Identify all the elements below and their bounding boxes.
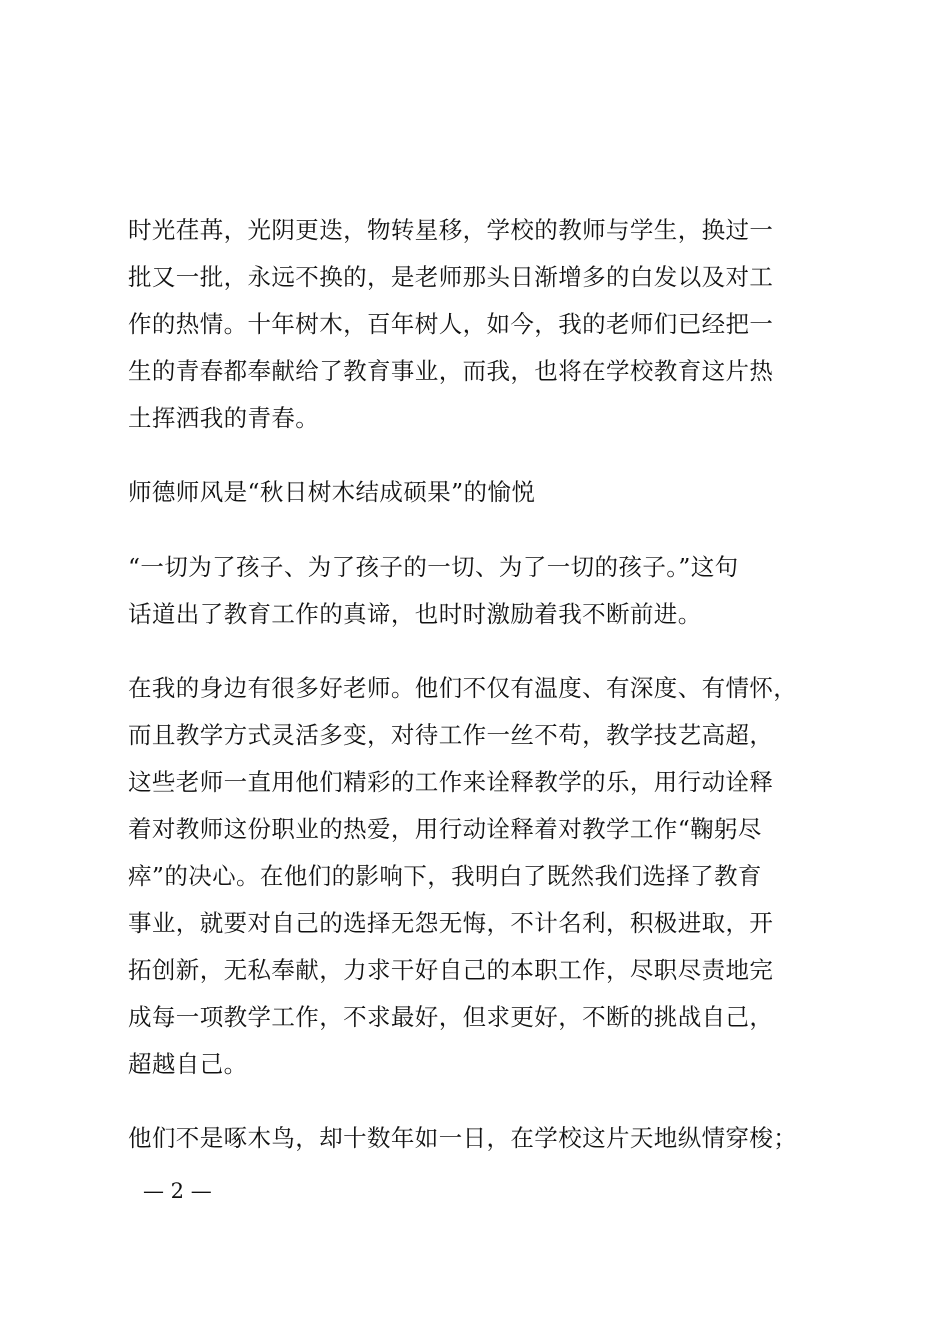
paragraph-4-line-4: 着对教师这份职业的热爱，用行动诠释着对教学工作“鞠躬尽 [128,815,762,843]
paragraph-1-line-5: 土挥洒我的青春。 [128,404,320,432]
paragraph-4-line-9: 超越自己。 [128,1050,248,1078]
paragraph-4-line-1: 在我的身边有很多好老师。他们不仅有温度、有深度、有情怀， [128,674,798,702]
paragraph-4-line-6: 事业，就要对自己的选择无怨无悔，不计名利，积极进取，开 [128,909,774,937]
paragraph-3-line-2: 话道出了教育工作的真谛，也时时激励着我不断前进。 [128,600,702,628]
paragraph-1-line-3: 作的热情。十年树木，百年树人，如今，我的老师们已经把一 [128,310,774,338]
paragraph-4-line-7: 拓创新，无私奉献，力求干好自己的本职工作，尽职尽责地完 [128,956,774,984]
paragraph-1-line-2: 批又一批，永远不换的，是老师那头日渐增多的白发以及对工 [128,263,774,291]
paragraph-4-line-3: 这些老师一直用他们精彩的工作来诠释教学的乐，用行动诠释 [128,768,774,796]
section-heading: 师德师风是“秋日树木结成硕果”的愉悦 [128,478,536,506]
paragraph-1-line-1: 时光荏苒，光阴更迭，物转星移，学校的教师与学生，换过一 [128,216,774,244]
paragraph-5-line-1: 他们不是啄木鸟，却十数年如一日，在学校这片天地纵情穿梭； [128,1124,798,1152]
paragraph-4-line-2: 而且教学方式灵活多变，对待工作一丝不苟，教学技艺高超， [128,721,774,749]
paragraph-4-line-8: 成每一项教学工作，不求最好，但求更好，不断的挑战自己， [128,1003,774,1031]
paragraph-3-line-1: “一切为了孩子、为了孩子的一切、为了一切的孩子。”这句 [128,553,739,581]
page-number: — 2 — [143,1179,212,1203]
paragraph-4-line-5: 瘁”的决心。在他们的影响下，我明白了既然我们选择了教育 [128,862,762,890]
paragraph-1-line-4: 生的青春都奉献给了教育事业，而我，也将在学校教育这片热 [128,357,774,385]
